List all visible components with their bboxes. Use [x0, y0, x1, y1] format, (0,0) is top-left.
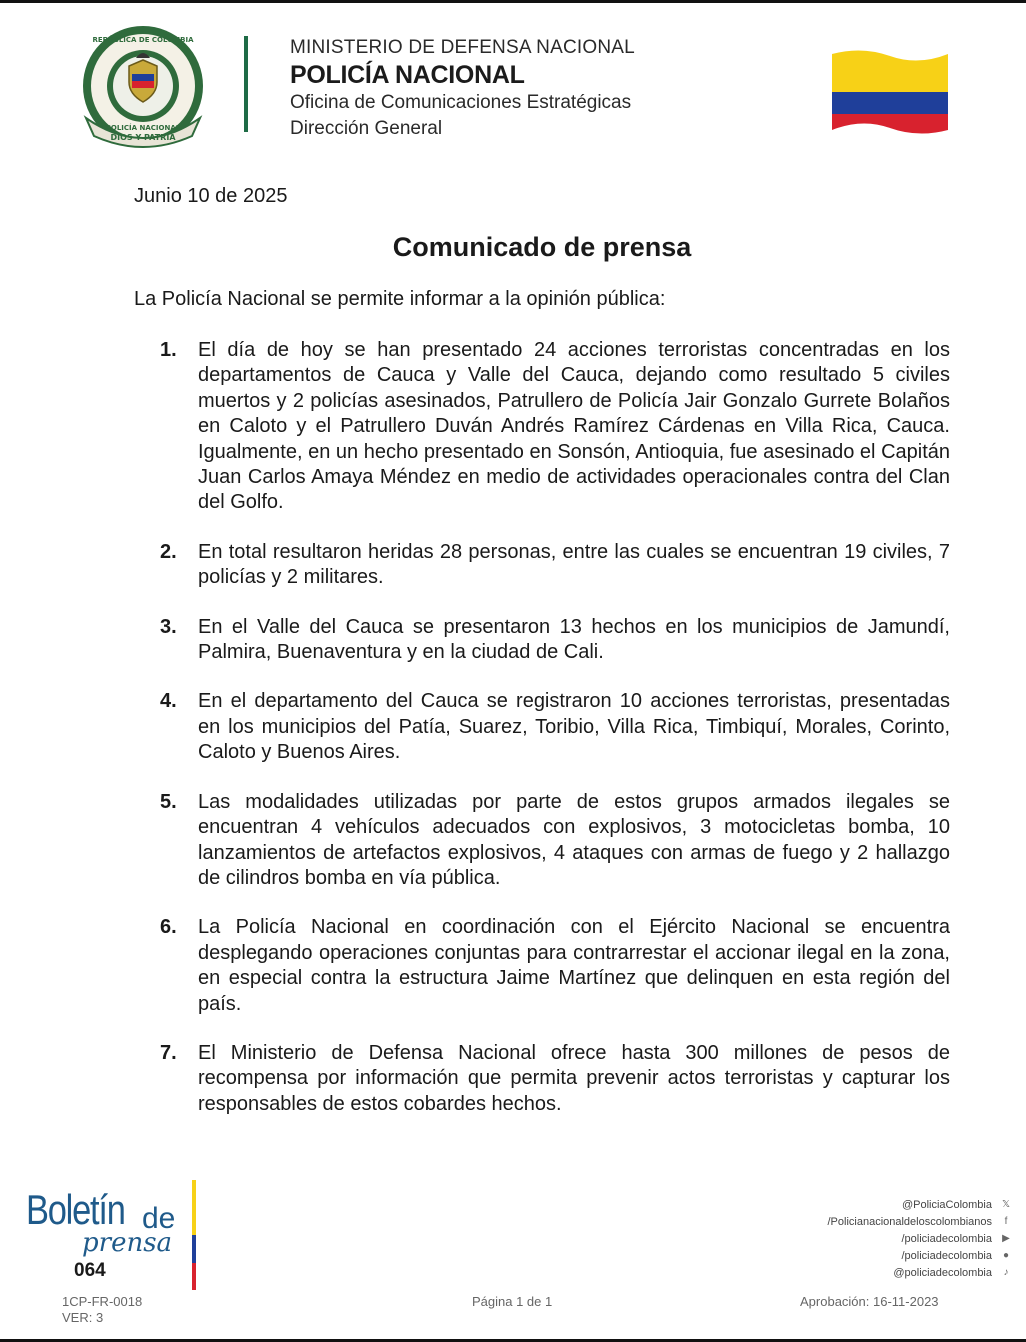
list-item [160, 790, 950, 892]
bulletin-number: 064 [74, 1260, 106, 1281]
list-item [160, 1041, 950, 1117]
ministry-name: MINISTERIO DE DEFENSA NACIONAL [290, 37, 635, 58]
tiktok-icon: ♪ [1003, 1267, 1009, 1278]
social-handle[interactable]: @PoliciaColombia [901, 1198, 992, 1211]
bulletin-de: de [142, 1202, 176, 1235]
item-text: En total resultaron heridas 28 personas, entre las cuales se encuentran 19 civiles, 7 policías y 2 militares. [198, 540, 950, 589]
institution-name: POLICÍA NACIONAL [290, 61, 525, 89]
flickr-icon: ● [1002, 1250, 1010, 1261]
item-text: Las modalidades utilizadas por parte de estos grupos armados ilegales se encuentran 4 vehículos adecuados con explosivos, 3 motocicletas bomba, 10 lanzamientos de artefactos explosivos, 4 ataques con armas de fuego y 2 hallazgo de cilindros bomba en vía pública. [198, 790, 950, 889]
svg-text:DIOS Y PATRIA: DIOS Y PATRIA [110, 133, 176, 142]
list-item [160, 615, 950, 666]
social-links [828, 1196, 1013, 1281]
social-handle[interactable]: /policiadecolombia [901, 1232, 992, 1245]
document-title: Comunicado de prensa [392, 232, 692, 262]
colombia-flag-icon [828, 46, 950, 136]
social-row-tiktok[interactable] [828, 1264, 1013, 1281]
item-number: 4. [160, 690, 177, 713]
social-row-facebook[interactable] [828, 1213, 1013, 1230]
list-item [160, 915, 950, 1017]
top-border [0, 0, 1026, 3]
item-text: En el departamento del Cauca se registraron 10 acciones terroristas, presentadas en los municipios del Patía, Suarez, Toribio, Villa Rica, Timbiquí, Morales, Corinto, Caloto y Buenos Aires. [198, 690, 950, 764]
item-number: 1. [160, 339, 177, 361]
police-seal-logo [76, 22, 210, 156]
x-icon: 𝕏 [1001, 1199, 1011, 1210]
item-text: La Policía Nacional en coordinación con el Ejército Nacional se encuentra desplegando operaciones conjuntas para contrarrestar el accionar ilegal en la zona, en especial contra la estructura Jaime Martínez que delinquen en esta región del país. [198, 916, 950, 1015]
intro-text: La Policía Nacional se permite informar a la opinión pública: [134, 288, 666, 310]
item-text: El Ministerio de Defensa Nacional ofrece hasta 300 millones de pesos de recompensa por información que permita prevenir actos terroristas y capturar los responsables de estos cobardes hechos. [198, 1041, 950, 1115]
social-row-flickr[interactable] [828, 1247, 1013, 1264]
item-text: En el Valle del Cauca se presentaron 13 hechos en los municipios de Jamundí, Palmira, Buenaventura y en la ciudad de Cali. [198, 615, 950, 664]
form-code [62, 1294, 142, 1326]
social-handle[interactable]: /policiadecolombia [901, 1249, 992, 1262]
item-text: El día de hoy se han presentado 24 acciones terroristas concentradas en los departamentos de Cauca y Valle del Cauca, dejando como resultado 5 civiles muertos y 2 policías asesinados, Patrullero de Policía Jair Gonzalo Gurrete Bolaños en Caloto y el Patrullero Duván Andrés Ramírez Cárdenas en Villa Rica, Cauca. Igualmente, en un hecho presentado en Sonsón, Antioquia, fue asesinado el Capitán Juan Carlos Amaya Méndez en medio de actividades operacionales contra del Clan del Golfo. [198, 339, 950, 514]
social-handle[interactable]: @policiadecolombia [893, 1266, 992, 1279]
form-code-number: 1CP-FR-0018 [62, 1294, 143, 1309]
list-item [160, 689, 950, 765]
statement-list [160, 338, 950, 1141]
item-number: 3. [160, 615, 177, 638]
flag-color-bar [192, 1180, 196, 1290]
social-row-youtube[interactable] [828, 1230, 1013, 1247]
item-number: 2. [160, 540, 177, 563]
header-divider [244, 36, 248, 132]
social-handle[interactable]: /Policianacionaldeloscolombianos [827, 1215, 992, 1228]
item-number: 5. [160, 790, 177, 813]
approval-date: Aprobación: 16-11-2023 [800, 1294, 939, 1309]
form-version: VER: 3 [62, 1310, 104, 1325]
list-item [160, 540, 950, 591]
item-number: 7. [160, 1041, 177, 1064]
youtube-icon: ▶ [1002, 1233, 1010, 1244]
item-number: 6. [160, 916, 177, 939]
svg-text:POLICÍA NACIONAL: POLICÍA NACIONAL [105, 124, 181, 132]
bulletin-prensa: prensa [82, 1228, 173, 1258]
facebook-icon: f [1004, 1216, 1008, 1227]
svg-text:REPÚBLICA DE COLOMBIA: REPÚBLICA DE COLOMBIA [92, 36, 194, 44]
page-number: Página 1 de 1 [472, 1294, 553, 1309]
bulletin-word: Boletín [26, 1186, 125, 1233]
bulletin-logo [26, 1182, 196, 1292]
letterhead [290, 36, 635, 142]
document-date: Junio 10 de 2025 [134, 185, 288, 207]
social-row-x[interactable] [828, 1196, 1013, 1213]
list-item [160, 338, 950, 516]
direction-name: Dirección General [290, 118, 443, 139]
office-name: Oficina de Comunicaciones Estratégicas [290, 92, 632, 113]
